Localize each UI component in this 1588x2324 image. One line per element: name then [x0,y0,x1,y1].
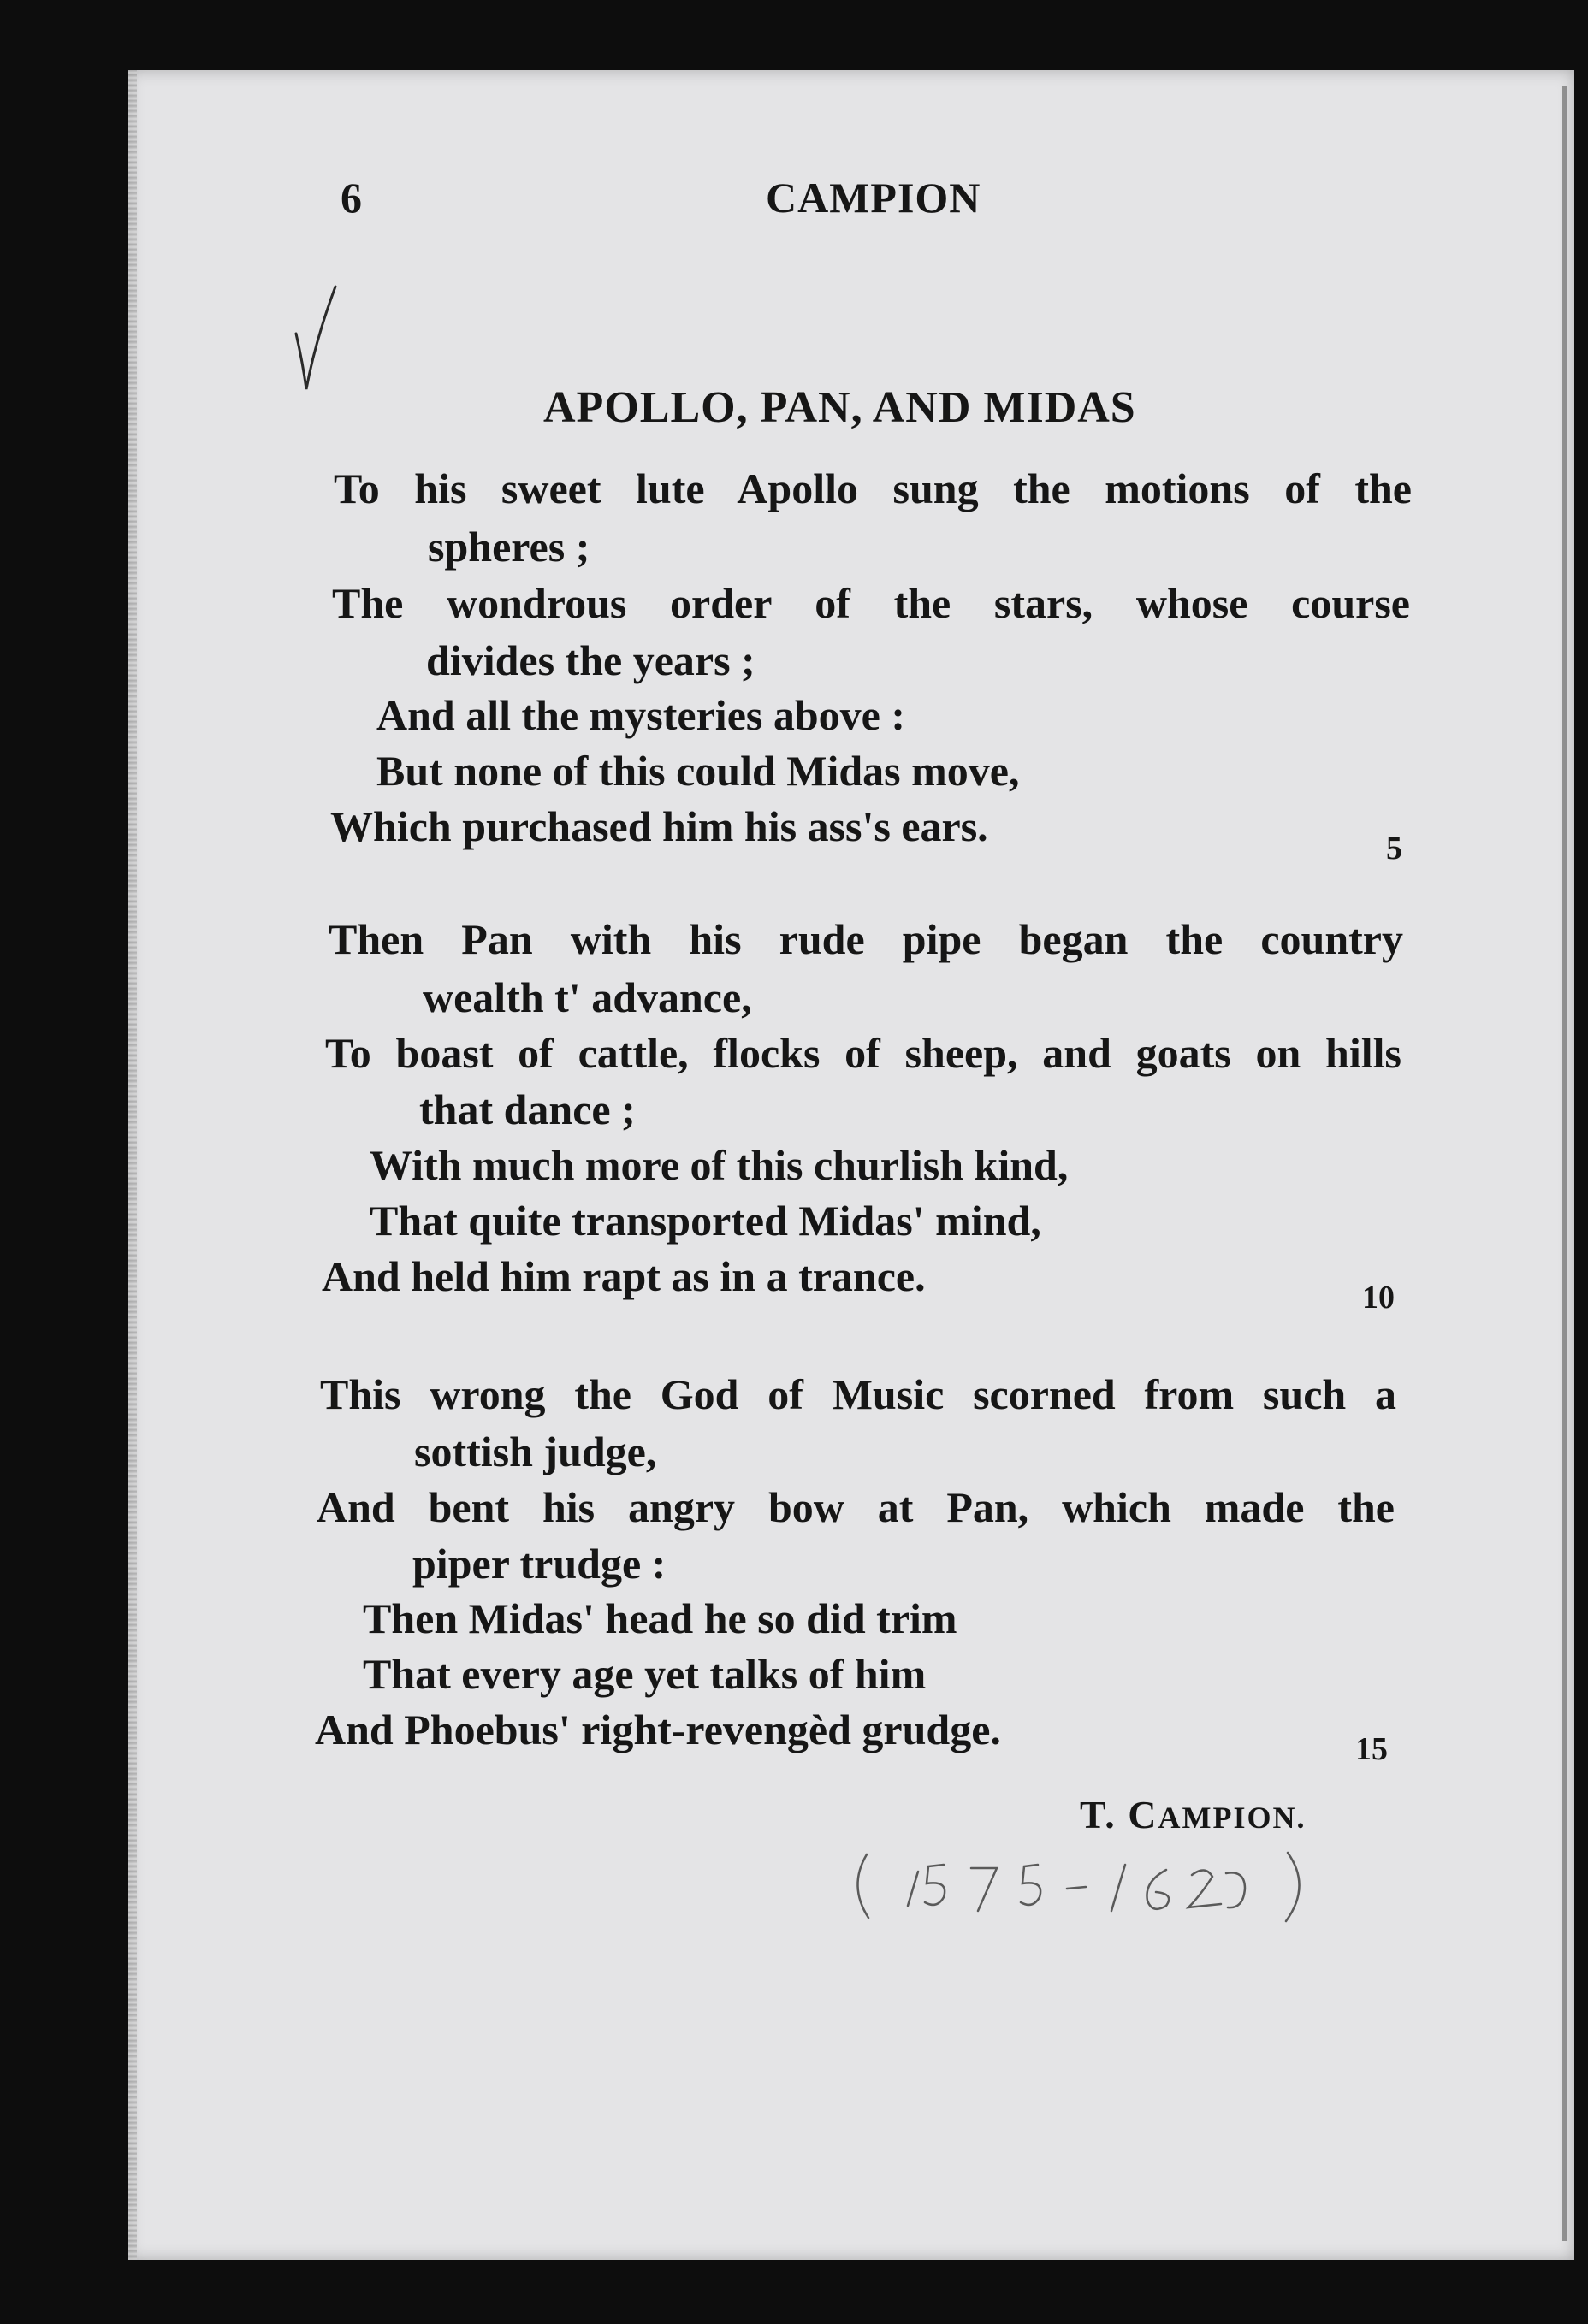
author-signature [1080,1792,1306,1837]
poem-line: And all the mysteries above : [376,691,905,739]
checkmark-icon [291,282,342,393]
poem-line: sottish judge, [414,1428,657,1475]
poem-title: APOLLO, PAN, AND MIDAS [543,383,1136,432]
poem-line: divides the years ; [426,636,755,684]
page-edge [1562,86,1567,2241]
poem-line: Then Midas' head he so did trim [363,1594,957,1642]
poem-line: This wrong the God of Music scorned from such a [320,1370,1396,1418]
poem-line: And Phoebus' right-revengèd grudge. [315,1706,1001,1753]
poem-line: piper trudge : [412,1540,667,1588]
poem-line: To his sweet lute Apollo sung the motions of the [334,464,1412,512]
poem-line: And bent his angry bow at Pan, which made the [317,1483,1395,1531]
line-number: 5 [1386,831,1402,866]
poem-line: That every age yet talks of him [363,1650,927,1698]
poem-line: And held him rapt as in a trance. [322,1252,926,1300]
poem-line: that dance ; [419,1085,636,1133]
signature-name: AMPION. [1158,1801,1307,1835]
poem-line: With much more of this churlish kind, [370,1141,1069,1189]
poem-line: wealth t' advance, [423,973,752,1021]
poem-line: But none of this could Midas move, [376,747,1020,795]
page-number: 6 [341,174,362,222]
poem-line: That quite transported Midas' mind, [370,1197,1041,1245]
line-number: 10 [1362,1280,1395,1316]
poem-line: spheres ; [428,523,590,571]
running-head: CAMPION [766,174,981,222]
poem-line: Which purchased him his ass's ears. [330,802,988,850]
line-number: 15 [1355,1731,1388,1767]
handwritten-dates [843,1839,1390,1933]
poem-line: Then Pan with his rude pipe began the country [329,915,1403,963]
poem-line: To boast of cattle, flocks of sheep, and goats on hills [325,1029,1401,1077]
poem-line: The wondrous order of the stars, whose course [332,579,1410,627]
signature-initial: T. C [1080,1793,1158,1836]
page-gutter [128,70,137,2260]
